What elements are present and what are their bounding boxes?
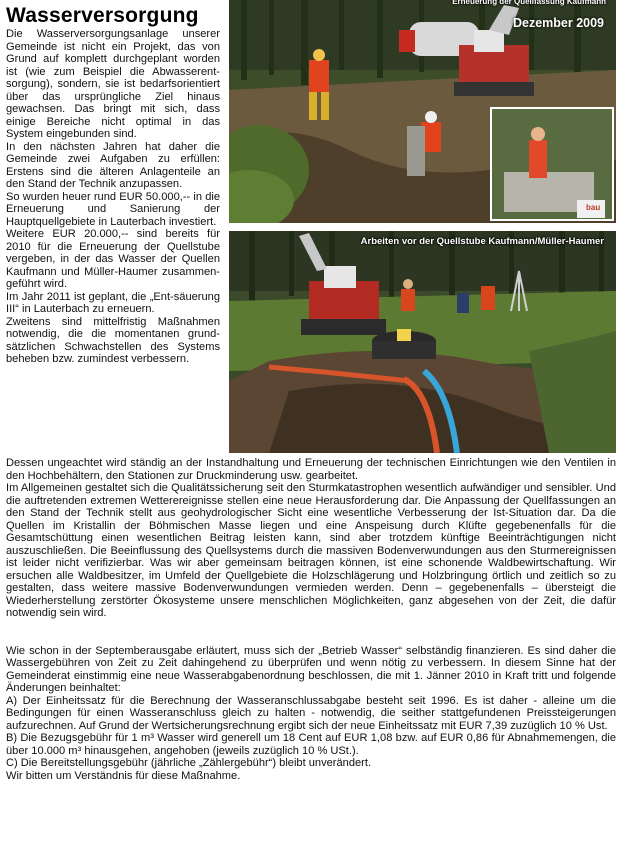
paragraph: In den nächsten Jahren hat daher die Gemeinde zwei Aufgaben zu erfüllen: Erstens sind die älteren Anlagenteile an den Stand der Technik anzupassen. bbox=[6, 140, 220, 190]
photo-date: Dezember 2009 bbox=[512, 16, 604, 30]
paragraph-gap bbox=[6, 620, 616, 645]
photo-caption: Erneuerung der Quellfassung Kaufmann bbox=[452, 0, 606, 6]
photo-caption: Arbeiten vor der Quellstube Kaufmann/Müller-Haumer bbox=[360, 236, 604, 247]
photo-spring-house-works bbox=[229, 231, 616, 453]
paragraph: Die Wasserversorgungsanlage unserer Gemeinde ist nicht ein Projekt, das von Grund auf komplett durchgeplant worden ist (wie zum Beispiel die Abwasserent-sorgung), sondern, sie ist bedarfsorientiert über das ursprüngliche Ziel hinaus gewachsen. Das bringt mit sich, dass einige Bereiche nicht optimal in das System eingebunden sind. bbox=[6, 28, 220, 140]
paragraph: B) Die Bezugsgebühr für 1 m³ Wasser wird generell um 18 Cent auf EUR 1,08 bzw. auf EUR 0,86 für Abnahmemengen, die über 10.000 m³ hinausgehen, angehoben (jeweils zuzüglich 10 % USt.). bbox=[6, 732, 616, 757]
photo-spring-renewal bbox=[229, 0, 616, 223]
paragraph: Weitere EUR 20.000,-- sind bereits für 2010 für die Erneuerung der Quellstube vergeben, in der das Wasser der Quellen Kaufmann und Müller-Haumer zusammen-geführt wird. bbox=[6, 228, 220, 290]
paragraph: Im Allgemeinen gestaltet sich die Qualitätssicherung seit den Sturmkatastrophen wesentlich aufwändiger und sensibler. Und die auftretenden extremen Wetterereignisse stellen eine neue Herausforderung dar. Die Anpassung der Quellfassungen an den Stand der Technik stellt aus geohydrologischer Sicht eine wesentliche Verbesserung der Ist-Situation dar. Da die Quellen im Kristallin der Böhmischen Masse liegen und eine Anspeisung durch Klüfte gegebenenfalls für die Gesamtschüttung einen wesentlichen Beitrag leisten kann, sind aber trotzdem künftige Beeinträchtigungen nicht auszuschließen. Die Beeinflussung des Quellsystems durch die massiven Bodenverwundungen aus den Sturmereignissen ist leider nicht verifizierbar. Was wir aber gemeinsam beitragen können, ist eine schonende Waldbewirtschaftung. Wir ersuchen alle Waldbesitzer, im Umfeld der Quellgebiete die Holzschlägerung und Holzbringung örtlich und zeitlich so zu gestalten, dass weitere massive Bodenverwundungen vermieden werden. Denn – gegebenenfalls – übersteigt die Wiederherstellung zerstörter Ökosysteme unsere menschlichen Möglichkeiten, ganz abgesehen von der Zeit, die dafür notwendig sein wird. bbox=[6, 482, 616, 619]
photo-spring-house-graphic bbox=[229, 231, 616, 453]
paragraph: C) Die Bereitstellungsgebühr (jährliche „Zählergebühr“) bleibt unverändert. bbox=[6, 757, 372, 769]
full-width-text bbox=[6, 457, 616, 782]
left-column-text bbox=[6, 28, 220, 366]
article-title: Wasserversorgung bbox=[6, 4, 199, 27]
paragraph: Dessen ungeachtet wird ständig an der Instandhaltung und Erneuerung der technischen Einrichtungen wie den Ventilen in den Hochbehältern, den Stationen zur Druckminderung usw. gearbeitet. bbox=[6, 457, 616, 482]
paragraph: Wie schon in der Septemberausgabe erläutert, muss sich der „Betrieb Wasser“ selbständig finanzieren. Es sind daher die Wassergebühren von Zeit zu Zeit dahingehend zu überprüfen und wenn nötig zu verbessern. In diesem Sinne hat der Gemeinderat einstimmig eine neue Wasserabgabenordnung beschlossen, die mit 1. Jänner 2010 in Kraft tritt und folgende Änderungen beinhaltet: bbox=[6, 644, 616, 694]
bucket-label: bau bbox=[586, 203, 601, 212]
paragraph: Im Jahr 2011 ist geplant, die „Ent-säuerung III“ in Lauterbach zu erneuern. bbox=[6, 290, 220, 315]
photo-spring-renewal-graphic bbox=[229, 0, 616, 223]
paragraph: Wir bitten um Verständnis für diese Maßnahme. bbox=[6, 769, 241, 782]
paragraph: So wurden heuer rund EUR 50.000,-- in die Erneuerung und Sanierung der Hauptquellgebiete in Lauterbach investiert. bbox=[6, 190, 220, 228]
paragraph: A) Der Einheitssatz für die Berechnung der Wasseranschlussabgabe besteht seit 1996. Es ist daher - alleine um die Bedingungen für einen Wasseranschluss gleich zu halten - notwendig, die seither stattgefundenen Preissteigerungen aufzurechnen. Auf Grund der Wertsicherungsrechnung ergibt sich der neue Einheitssatz mit EUR 7,39 zuzüglich 10 % Ust. bbox=[6, 694, 616, 732]
paragraph: Zweitens sind mittelfristig Maßnahmen notwendig, die die momentanen grund-sätzlichen Schwachstellen des Systems beheben bzw. zumindest verbessern. bbox=[6, 315, 220, 365]
